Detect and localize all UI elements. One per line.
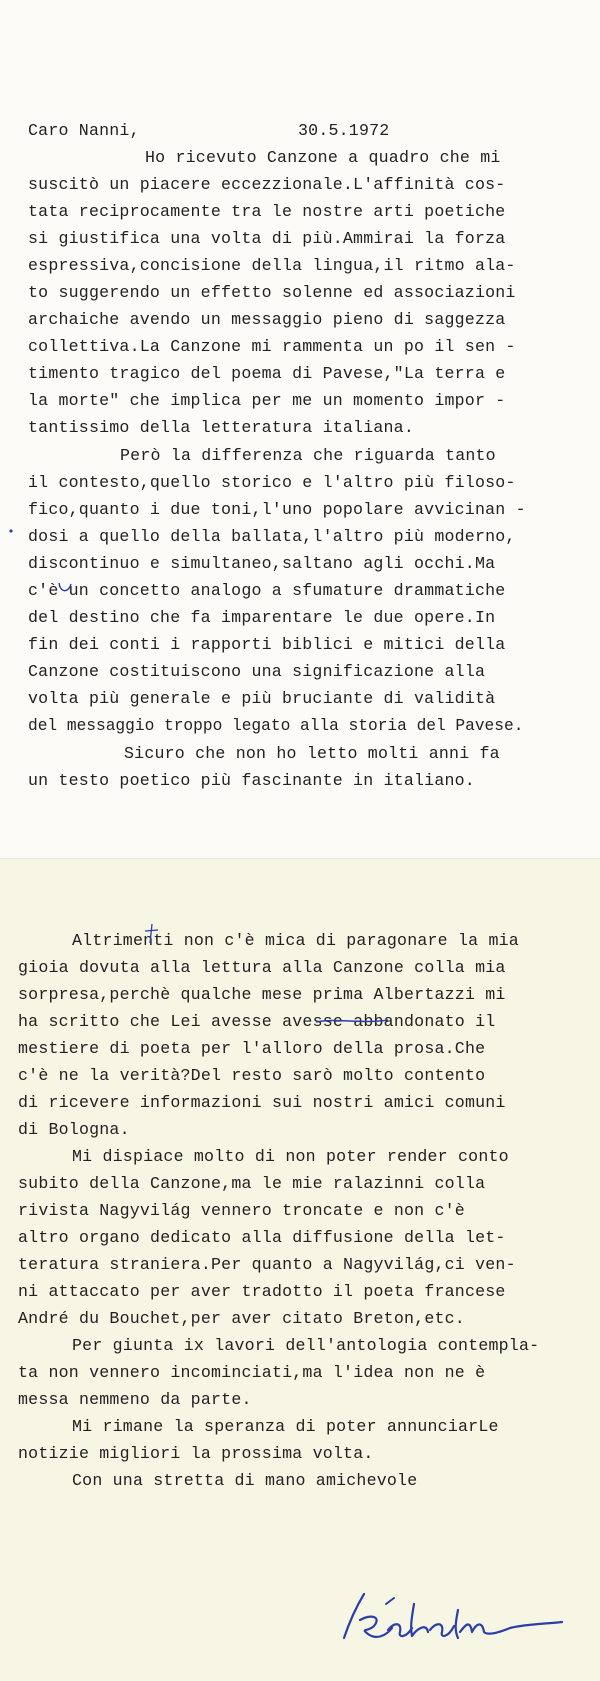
text-line: Mi dispiace molto di non poter render conto bbox=[72, 1147, 509, 1166]
ink-mark-u bbox=[56, 578, 76, 600]
text-line: del destino che fa imparentare le due opere.In bbox=[28, 608, 496, 627]
text-line: Per giunta ix lavori dell'antologia contempla- bbox=[72, 1336, 540, 1355]
text-line: sorpresa,perchè qualche mese prima Albertazzi mi bbox=[18, 985, 506, 1004]
text-line: si giustifica una volta di più.Ammirai la forza bbox=[28, 229, 506, 248]
text-line: del messaggio troppo legato alla storia del Pavese. bbox=[28, 717, 524, 735]
letter-date: 30.5.1972 bbox=[298, 121, 390, 140]
text-line: to suggerendo un effetto solenne ed associazioni bbox=[28, 283, 516, 302]
text-line: un testo poetico più fascinante in italiano. bbox=[28, 771, 475, 790]
text-line: Però la differenza che riguarda tanto bbox=[120, 446, 496, 465]
salutation: Caro Nanni, bbox=[28, 121, 140, 140]
text-line: messa nemmeno da parte. bbox=[18, 1390, 252, 1409]
ink-strikethrough bbox=[314, 1012, 390, 1032]
text-line: timento tragico del poema di Pavese,"La terra e bbox=[28, 364, 506, 383]
text-line: teratura straniera.Per quanto a Nagyvilág,ci ven- bbox=[18, 1255, 516, 1274]
text-line: espressiva,concisione della lingua,il ritmo ala- bbox=[28, 256, 516, 275]
text-line: Sicuro che non ho letto molti anni fa bbox=[124, 744, 500, 763]
text-line: discontinuo e simultaneo,saltano agli occhi.Ma bbox=[28, 554, 496, 573]
text-line: ni attaccato per aver tradotto il poeta francese bbox=[18, 1282, 506, 1301]
text-line: archaiche avendo un messaggio pieno di saggezza bbox=[28, 310, 506, 329]
text-line: volta più generale e più bruciante di validità bbox=[28, 689, 496, 708]
text-line: il contesto,quello storico e l'altro più filoso- bbox=[28, 473, 516, 492]
text-line: Mi rimane la speranza di poter annunciarLe bbox=[72, 1417, 499, 1436]
handwritten-signature bbox=[330, 1580, 570, 1660]
text-line: gioia dovuta alla lettura alla Canzone colla mia bbox=[18, 958, 506, 977]
letter-page-2 bbox=[0, 858, 600, 1681]
text-line: André du Bouchet,per aver citato Breton,etc. bbox=[18, 1309, 465, 1328]
text-line: rivista Nagyvilág vennero troncate e non c'è bbox=[18, 1201, 465, 1220]
text-line: la morte" che implica per me un momento impor - bbox=[28, 391, 506, 410]
text-line: mestiere di poeta per l'alloro della prosa.Che bbox=[18, 1039, 486, 1058]
text-line: Canzone costituiscono una significazione alla bbox=[28, 662, 486, 681]
text-line: fico,quanto i due toni,l'uno popolare avvicinan - bbox=[28, 500, 526, 519]
text-line: ha scritto che Lei avesse avesse abbandonato il bbox=[18, 1012, 496, 1031]
text-line: Ho ricevuto Canzone a quadro che mi bbox=[145, 148, 501, 167]
ink-dot bbox=[8, 528, 14, 534]
text-line: di Bologna. bbox=[18, 1120, 130, 1139]
text-line: fin dei conti i rapporti biblici e mitici della bbox=[28, 635, 506, 654]
text-line: Altrimenti non c'è mica di paragonare la mia bbox=[72, 931, 519, 950]
text-line: dosi a quello della ballata,l'altro più moderno, bbox=[28, 527, 516, 546]
text-line: Con una stretta di mano amichevole bbox=[72, 1471, 418, 1490]
text-line: subito della Canzone,ma le mie ralazinni colla bbox=[18, 1174, 486, 1193]
text-line: tantissimo della letteratura italiana. bbox=[28, 418, 414, 437]
text-line: altro organo dedicato alla diffusione della let- bbox=[18, 1228, 506, 1247]
ink-correction-t bbox=[142, 921, 162, 947]
text-line: c'è un concetto analogo a sfumature drammatiche bbox=[28, 581, 506, 600]
text-line: suscitò un piacere eccezzionale.L'affinità cos- bbox=[28, 175, 506, 194]
text-line: collettiva.La Canzone mi rammenta un po il sen - bbox=[28, 337, 516, 356]
text-line: notizie migliori la prossima volta. bbox=[18, 1444, 374, 1463]
text-line: di ricevere informazioni sui nostri amici comuni bbox=[18, 1093, 506, 1112]
text-line: c'è ne la verità?Del resto sarò molto contento bbox=[18, 1066, 486, 1085]
text-line: tata reciprocamente tra le nostre arti poetiche bbox=[28, 202, 506, 221]
text-line: ta non vennero incominciati,ma l'idea non ne è bbox=[18, 1363, 486, 1382]
